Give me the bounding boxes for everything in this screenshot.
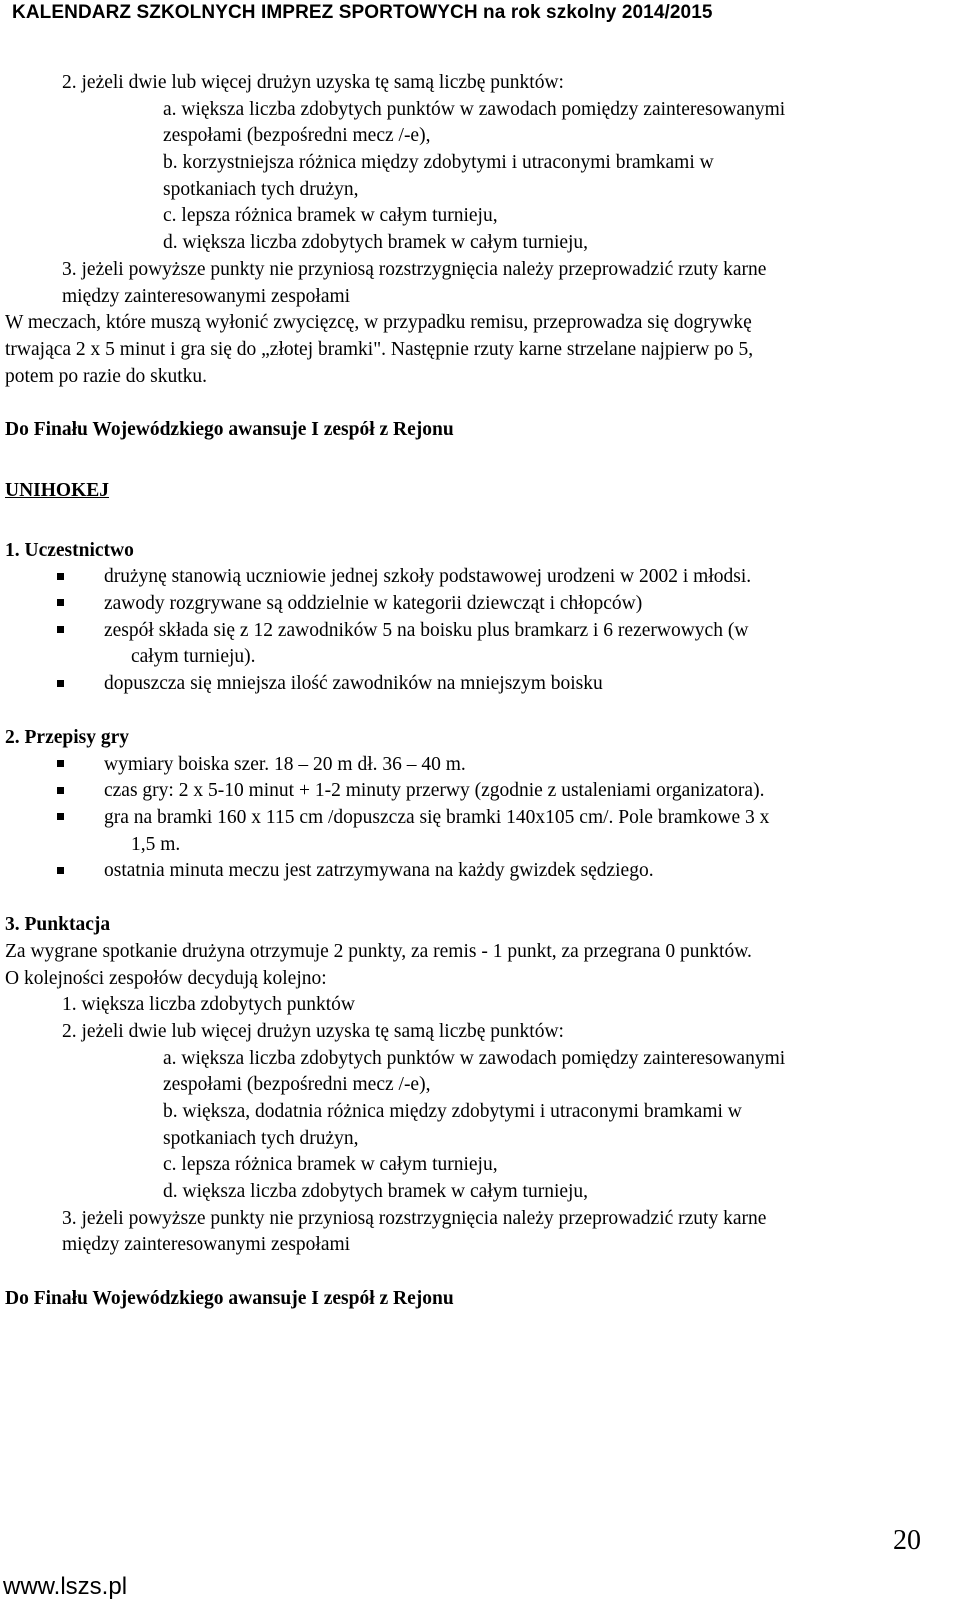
przepisy-bullet-1: wymiary boiska szer. 18 – 20 m dł. 36 – 40 m. xyxy=(104,754,466,775)
przepisy-bullet-2: czas gry: 2 x 5-10 minut + 1-2 minuty przerwy (zgodnie z ustaleniami organizatora). xyxy=(104,780,765,801)
tiebreak-a-line2: zespołami (bezpośredni mecz /-e), xyxy=(163,125,431,146)
document-header-title: KALENDARZ SZKOLNYCH IMPREZ SPORTOWYCH na rok szkolny 2014/2015 xyxy=(12,2,713,23)
punktacja-item-2: 2. jeżeli dwie lub więcej drużyn uzyska tę samą liczbę punktów: xyxy=(62,1021,564,1042)
advance-note-2: Do Finału Wojewódzkiego awansuje I zespół z Rejonu xyxy=(5,1288,454,1309)
punktacja-d: d. większa liczba zdobytych bramek w całym turnieju, xyxy=(163,1181,589,1202)
bullet-marker xyxy=(57,867,64,874)
tiebreak-item-2: 2. jeżeli dwie lub więcej drużyn uzyska tę samą liczbę punktów: xyxy=(62,72,564,93)
punktacja-item-3-line1: 3. jeżeli powyższe punkty nie przyniosą rozstrzygnięcia należy przeprowadzić rzuty karne xyxy=(62,1208,767,1229)
uczestnictwo-bullet-3-cont: całym turnieju). xyxy=(131,646,256,667)
przepisy-bullet-3: gra na bramki 160 x 115 cm /dopuszcza się bramki 140x105 cm/. Pole bramkowe 3 x xyxy=(104,807,770,828)
tiebreak-item-3-line1: 3. jeżeli powyższe punkty nie przyniosą rozstrzygnięcia należy przeprowadzić rzuty karne xyxy=(62,259,767,280)
tiebreak-c: c. lepsza różnica bramek w całym turnieju, xyxy=(163,205,498,226)
uczestnictwo-bullet-3: zespół składa się z 12 zawodników 5 na boisku plus bramkarz i 6 rezerwowych (w xyxy=(104,620,749,641)
punktacja-a-line1: a. większa liczba zdobytych punktów w zawodach pomiędzy zainteresowanymi xyxy=(163,1048,786,1069)
punktacja-item-1: 1. większa liczba zdobytych punktów xyxy=(62,994,355,1015)
tiebreak-d: d. większa liczba zdobytych bramek w całym turnieju, xyxy=(163,232,589,253)
punktacja-b-line2: spotkaniach tych drużyn, xyxy=(163,1128,359,1149)
uczestnictwo-bullet-1: drużynę stanowią uczniowie jednej szkoły podstawowej urodzeni w 2002 i młodsi. xyxy=(104,566,752,587)
heading-uczestnictwo: 1. Uczestnictwo xyxy=(5,540,134,561)
punktacja-c: c. lepsza różnica bramek w całym turnieju, xyxy=(163,1154,498,1175)
bullet-marker xyxy=(57,626,64,633)
bullet-marker xyxy=(57,787,64,794)
advance-note: Do Finału Wojewódzkiego awansuje I zespół z Rejonu xyxy=(5,419,454,440)
punktacja-points-rule: Za wygrane spotkanie drużyna otrzymuje 2 punkty, za remis - 1 punkt, za przegrana 0 punktów. xyxy=(5,941,752,962)
bullet-marker xyxy=(57,813,64,820)
punktacja-b-line1: b. większa, dodatnia różnica między zdobytymi i utraconymi bramkami w xyxy=(163,1101,742,1122)
tiebreak-item-3-line2: między zainteresowanymi zespołami xyxy=(62,286,351,307)
overtime-paragraph-line3: potem po razie do skutku. xyxy=(5,366,207,387)
overtime-paragraph-line2: trwająca 2 x 5 minut i gra się do „złotej bramki". Następnie rzuty karne strzelane najpierw po 5, xyxy=(5,339,754,360)
overtime-paragraph-line1: W meczach, które muszą wyłonić zwycięzcę, w przypadku remisu, przeprowadza się dogrywkę xyxy=(5,312,752,333)
heading-punktacja: 3. Punktacja xyxy=(5,914,111,935)
tiebreak-b-line2: spotkaniach tych drużyn, xyxy=(163,179,359,200)
bullet-marker xyxy=(57,760,64,767)
tiebreak-b-line1: b. korzystniejsza różnica między zdobytymi i utraconymi bramkami w xyxy=(163,152,714,173)
przepisy-bullet-3-cont: 1,5 m. xyxy=(131,834,181,855)
punktacja-a-line2: zespołami (bezpośredni mecz /-e), xyxy=(163,1074,431,1095)
punktacja-order-intro: O kolejności zespołów decydują kolejno: xyxy=(5,968,327,989)
przepisy-bullet-4: ostatnia minuta meczu jest zatrzymywana na każdy gwizdek sędziego. xyxy=(104,860,654,881)
uczestnictwo-bullet-4: dopuszcza się mniejsza ilość zawodników na mniejszym boisku xyxy=(104,673,603,694)
section-title-unihokej: UNIHOKEJ xyxy=(5,480,110,501)
heading-przepisy-gry: 2. Przepisy gry xyxy=(5,727,130,748)
punktacja-item-3-line2: między zainteresowanymi zespołami xyxy=(62,1234,351,1255)
tiebreak-a-line1: a. większa liczba zdobytych punktów w zawodach pomiędzy zainteresowanymi xyxy=(163,99,786,120)
uczestnictwo-bullet-2: zawody rozgrywane są oddzielnie w kategorii dziewcząt i chłopców) xyxy=(104,593,643,614)
bullet-marker xyxy=(57,680,64,687)
bullet-marker xyxy=(57,573,64,580)
bullet-marker xyxy=(57,599,64,606)
footer-url: www.lszs.pl xyxy=(3,1573,128,1600)
page-number: 20 xyxy=(893,1525,921,1556)
